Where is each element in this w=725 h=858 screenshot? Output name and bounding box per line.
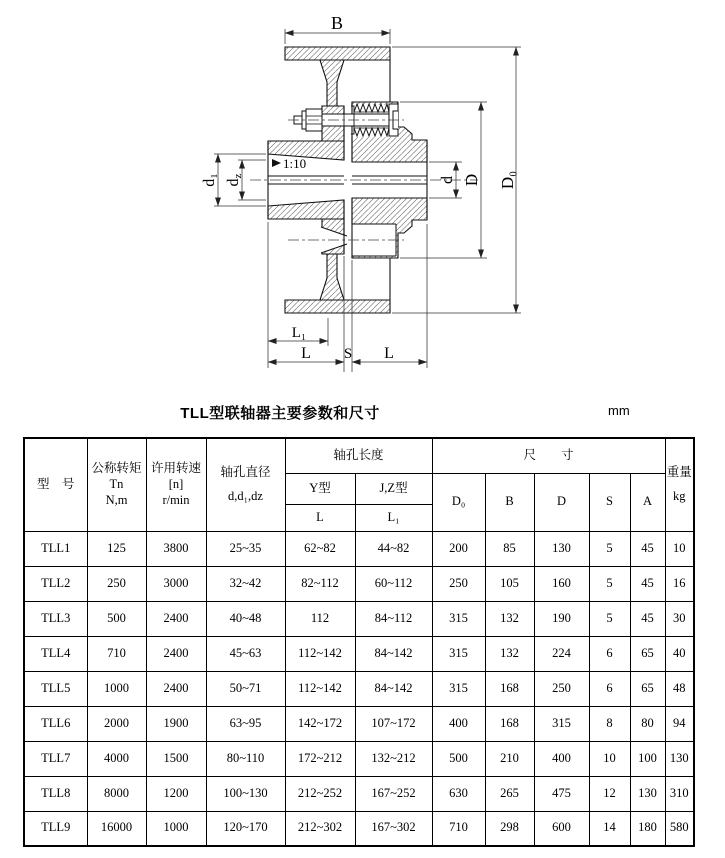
table-cell: 580: [665, 811, 694, 846]
table-cell: TLL7: [24, 741, 87, 776]
header-B: B: [485, 473, 534, 531]
table-cell: 310: [665, 776, 694, 811]
table-cell: 400: [534, 741, 589, 776]
header-bore-line1: 轴孔直径: [220, 464, 271, 479]
header-S: S: [589, 473, 630, 531]
table-cell: 130: [534, 531, 589, 566]
table-cell: 44~82: [355, 531, 432, 566]
table-cell: 1500: [146, 741, 206, 776]
table-cell: 32~42: [206, 566, 285, 601]
table-cell: 10: [665, 531, 694, 566]
table-cell: 10: [589, 741, 630, 776]
table-cell: 84~142: [355, 636, 432, 671]
table-cell: 212~302: [285, 811, 355, 846]
table-cell: 168: [485, 671, 534, 706]
table-cell: 84~142: [355, 671, 432, 706]
table-cell: 120~170: [206, 811, 285, 846]
table-cell: 1900: [146, 706, 206, 741]
label-L-left: L: [301, 345, 311, 362]
header-D: D: [534, 473, 589, 531]
header-speed-line3: r/min: [162, 492, 190, 507]
table-cell: 210: [485, 741, 534, 776]
table-row: [24, 601, 694, 636]
table-cell: 3000: [146, 566, 206, 601]
brake-wheel-rim-bottom: [285, 300, 390, 313]
header-speed-line2: [n]: [168, 476, 184, 491]
header-bore-diameter: [206, 438, 285, 531]
table-cell: 298: [485, 811, 534, 846]
table-cell: TLL5: [24, 671, 87, 706]
table-row: [24, 636, 694, 671]
header-y-type: Y型: [285, 473, 355, 504]
table-cell: 48: [665, 671, 694, 706]
parameters-table: [23, 437, 695, 847]
table-cell: 5: [589, 601, 630, 636]
table-cell: 167~252: [355, 776, 432, 811]
table-cell: 315: [432, 671, 485, 706]
table-cell: 25~35: [206, 531, 285, 566]
table-cell: 475: [534, 776, 589, 811]
table-cell: 132: [485, 636, 534, 671]
table-body: [24, 531, 694, 846]
table-cell: 84~112: [355, 601, 432, 636]
header-weight: [665, 438, 694, 531]
table-cell: 160: [534, 566, 589, 601]
table-row: [24, 671, 694, 706]
table-cell: 2400: [146, 601, 206, 636]
table-cell: 6: [589, 671, 630, 706]
header-hole-length: 轴孔长度: [285, 438, 432, 473]
table-cell: 6: [589, 636, 630, 671]
table-cell: 250: [432, 566, 485, 601]
table-cell: 50~71: [206, 671, 285, 706]
table-cell: 2400: [146, 671, 206, 706]
label-dz: dz: [225, 173, 244, 187]
table-cell: 125: [87, 531, 146, 566]
header-D0: D₀: [432, 473, 485, 531]
table-cell: TLL8: [24, 776, 87, 811]
table-cell: 112~142: [285, 671, 355, 706]
table-row: [24, 741, 694, 776]
table-cell: 63~95: [206, 706, 285, 741]
table-cell: 45: [630, 566, 665, 601]
header-L: L: [285, 504, 355, 531]
table-cell: 400: [432, 706, 485, 741]
header-bore-line2: d,d₁,dz: [228, 489, 263, 504]
table-cell: 112~142: [285, 636, 355, 671]
label-S: S: [343, 346, 353, 362]
table-cell: TLL2: [24, 566, 87, 601]
table-cell: 65: [630, 671, 665, 706]
table-cell: 710: [432, 811, 485, 846]
label-D0: D₀: [498, 170, 517, 190]
table-cell: 8000: [87, 776, 146, 811]
table-cell: 168: [485, 706, 534, 741]
table-cell: 630: [432, 776, 485, 811]
left-hub-wall-bottom: [268, 200, 344, 219]
table-cell: 8: [589, 706, 630, 741]
table-cell: 172~212: [285, 741, 355, 776]
header-torque: [87, 438, 146, 531]
table-cell: 130: [630, 776, 665, 811]
table-cell: 190: [534, 601, 589, 636]
header-model: 型 号: [24, 438, 87, 531]
table-title: TLL型联轴器主要参数和尺寸: [180, 405, 380, 422]
table-cell: TLL3: [24, 601, 87, 636]
table-cell: 82~112: [285, 566, 355, 601]
label-L1: L₁: [291, 325, 307, 341]
table-cell: 250: [87, 566, 146, 601]
table-cell: 500: [87, 601, 146, 636]
table-cell: 80: [630, 706, 665, 741]
table-row: [24, 776, 694, 811]
table-cell: 85: [485, 531, 534, 566]
header-torque-line1: 公称转矩: [91, 461, 142, 476]
table-cell: 315: [432, 636, 485, 671]
header-weight-line1: 重量: [666, 464, 692, 479]
table-cell: 100~130: [206, 776, 285, 811]
table-cell: 2400: [146, 636, 206, 671]
table-caption-row: [0, 402, 725, 424]
table-cell: 45: [630, 531, 665, 566]
table-cell: 2000: [87, 706, 146, 741]
table-cell: 100: [630, 741, 665, 776]
table-cell: 112: [285, 601, 355, 636]
table-cell: TLL9: [24, 811, 87, 846]
table-row: [24, 706, 694, 741]
header-size: 尺 寸: [432, 438, 665, 473]
table-cell: 40~48: [206, 601, 285, 636]
table-cell: TLL1: [24, 531, 87, 566]
table-cell: 250: [534, 671, 589, 706]
wheel-web-lower: [320, 254, 344, 300]
table-cell: 710: [87, 636, 146, 671]
header-speed-line1: 许用转速: [150, 461, 201, 476]
table-cell: 80~110: [206, 741, 285, 776]
table-cell: 94: [665, 706, 694, 741]
table-cell: 212~252: [285, 776, 355, 811]
table-cell: 12: [589, 776, 630, 811]
header-torque-line2: Tn: [109, 476, 124, 491]
table-cell: 180: [630, 811, 665, 846]
table-cell: 600: [534, 811, 589, 846]
table-cell: 1000: [87, 671, 146, 706]
table-cell: 167~302: [355, 811, 432, 846]
table-cell: 132~212: [355, 741, 432, 776]
table-cell: 65: [630, 636, 665, 671]
table-cell: 265: [485, 776, 534, 811]
table-cell: 14: [589, 811, 630, 846]
label-B: B: [330, 13, 344, 33]
header-weight-line2: kg: [673, 489, 686, 504]
table-cell: TLL4: [24, 636, 87, 671]
header-speed: [146, 438, 206, 531]
table-cell: 60~112: [355, 566, 432, 601]
header-torque-line3: N,m: [105, 492, 128, 507]
table-cell: 30: [665, 601, 694, 636]
table-cell: 132: [485, 601, 534, 636]
label-D: D: [462, 173, 481, 187]
table-cell: 45~63: [206, 636, 285, 671]
label-L-right: L: [384, 345, 394, 362]
table-cell: 1000: [146, 811, 206, 846]
table-cell: 62~82: [285, 531, 355, 566]
table-cell: 315: [432, 601, 485, 636]
table-cell: 107~172: [355, 706, 432, 741]
table-row: [24, 531, 694, 566]
header-jz-type: J,Z型: [355, 473, 432, 504]
label-d1: d₁: [201, 173, 218, 187]
table-cell: 500: [432, 741, 485, 776]
table-cell: 5: [589, 566, 630, 601]
wheel-web-upper: [320, 60, 344, 106]
header-A: A: [630, 473, 665, 531]
table-cell: 16: [665, 566, 694, 601]
table-cell: 40: [665, 636, 694, 671]
table-cell: 224: [534, 636, 589, 671]
table-cell: 130: [665, 741, 694, 776]
header-L1: L₁: [355, 504, 432, 531]
brake-wheel-rim-top: [285, 47, 390, 60]
unit-label: mm: [608, 403, 630, 418]
table-cell: 142~172: [285, 706, 355, 741]
table-row: [24, 566, 694, 601]
label-d: d: [439, 176, 456, 184]
coupling-section-drawing: [0, 0, 725, 400]
table-cell: 3800: [146, 531, 206, 566]
table-row: [24, 811, 694, 846]
table-cell: 45: [630, 601, 665, 636]
table-cell: 1200: [146, 776, 206, 811]
label-taper: 1:10: [283, 156, 307, 171]
table-cell: 16000: [87, 811, 146, 846]
table-cell: TLL6: [24, 706, 87, 741]
table-cell: 5: [589, 531, 630, 566]
taper-arrow-icon: [272, 159, 281, 167]
table-cell: 315: [534, 706, 589, 741]
table-cell: 200: [432, 531, 485, 566]
table-cell: 4000: [87, 741, 146, 776]
table-cell: 105: [485, 566, 534, 601]
